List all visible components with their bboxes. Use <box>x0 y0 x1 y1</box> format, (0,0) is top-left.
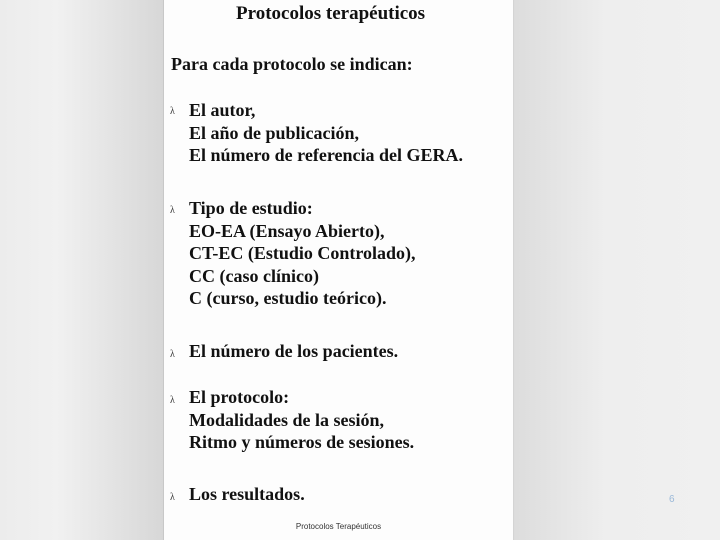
bullet-marker-icon: λ <box>170 349 175 360</box>
bullet-line: El número de referencia del GERA. <box>189 145 463 165</box>
bullet-line: El año de publicación, <box>189 122 360 143</box>
bullet-item-results <box>189 483 305 506</box>
document-title: Protocolos terapéuticos <box>236 3 426 24</box>
bullet-marker-icon: λ <box>170 492 175 503</box>
scanned-document-page <box>163 0 514 540</box>
bullet-line: Tipo de estudio: <box>189 198 313 218</box>
bullet-line: Modalidades de la sesión, <box>189 409 385 430</box>
bullet-marker-icon: λ <box>170 106 175 117</box>
bullet-line: El protocolo: <box>189 387 290 407</box>
right-margin <box>512 0 720 540</box>
bullet-line: CC (caso clínico) <box>189 265 319 286</box>
document-intro: Para cada protocolo se indican: <box>171 54 413 74</box>
bullet-line: C (curso, estudio teórico). <box>189 288 387 308</box>
bullet-line: El autor, <box>189 100 256 120</box>
slide-number: 6 <box>669 494 675 505</box>
bullet-marker-icon: λ <box>170 395 175 406</box>
left-margin <box>0 0 163 540</box>
bullet-item-protocol <box>189 386 414 454</box>
bullet-line: Ritmo y números de sesiones. <box>189 432 415 452</box>
bullet-line: CT-EC (Estudio Controlado), <box>189 243 416 263</box>
bullet-marker-icon: λ <box>170 205 175 216</box>
bullet-item-patients <box>189 340 398 363</box>
bullet-item-study-type <box>189 197 416 310</box>
bullet-line: EO-EA (Ensayo Abierto), <box>189 220 385 241</box>
bullet-line: Los resultados. <box>189 484 305 504</box>
bullet-item-author <box>189 99 463 167</box>
bullet-line: El número de los pacientes. <box>189 341 399 361</box>
document-footer: Protocolos Terapéuticos <box>295 522 382 531</box>
